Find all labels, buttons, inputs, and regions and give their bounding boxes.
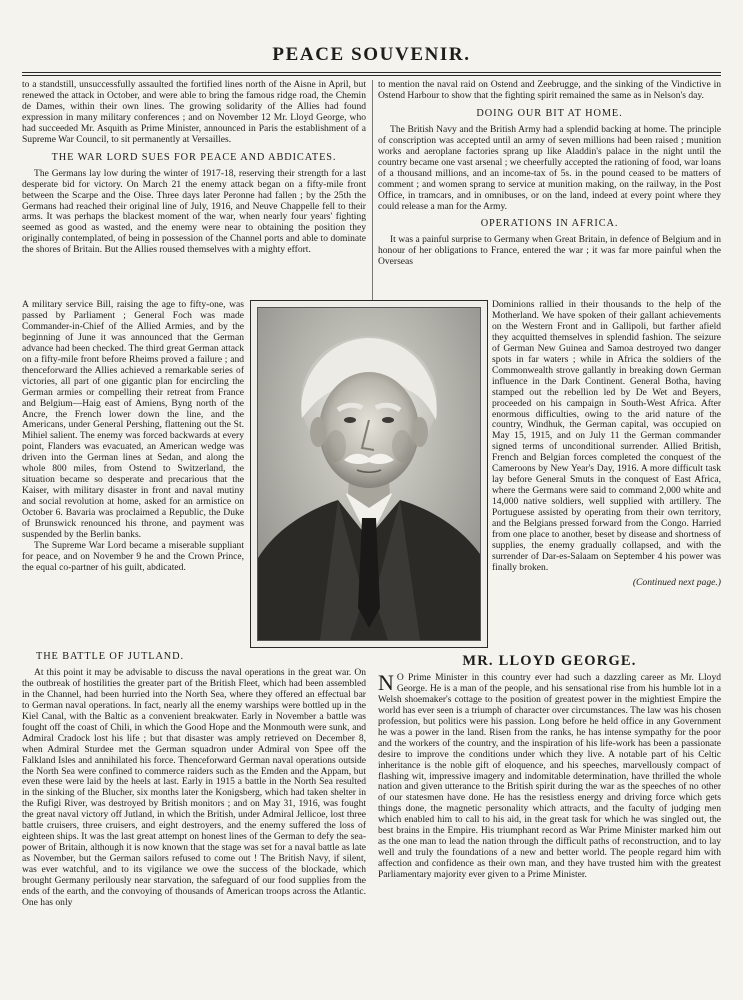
- section-heading: DOING OUR BIT AT HOME.: [476, 107, 623, 119]
- paragraph: At this point it may be advisable to discuss the naval operations in the great war. On the outbreak of hostilities the greater part of the British Fleet, which had been assembled in the Channel, had been hurried into the North Sea, where they offered an effectual bar to German naval operations. In fact, nearly all the enemy warships were bottled up in the Kiel Canal, with the Baltic as a convenient breakwater. Early in November a battle was fought off the coast of Chili, in which the Good Hope and the Monmouth were sunk, and Admiral Cradock lost his life ; but that disaster was amply retrieved on December 8, when Admiral Sturdee met the German squadron under Admiral von Spee off the Falkland Isles and annihilated his force. Thenceforward German naval operations outside the North Sea were confined to commerce raiders such as the Emden and the Appam, but even these were laid by the heels at last. Early in 1915 a battle in the North Sea resulted in the sinking of the Blucher, six months later the Konigsberg, which had taken shelter in the Rufigi River, was destroyed by British monitors ; and on May 31, 1916, was fought the great naval victory off Jutland, in which the British, under Admiral Jellicoe, lost three battle cruisers, three cruisers, and eight destroyers, and the enemy suffered the loss of eighteen ships. It was the last great attempt on honest lines of the German to defy the sea-power of Britain, although it is now known that the stage was set for a naval battle as late as November, but the German sailors refused to come out ! The British Navy, if silent, was ever watchful, and to its vigilance we owe the success of the blockade, which brought Germany perilously near starvation, the safeguard of our food supplies from the ends of the earth, and the convoying of thousands of American troops across the Atlantic. One has only: [22, 666, 366, 908]
- portrait-photograph-icon: [257, 307, 481, 641]
- paragraph: It was a painful surprise to Germany when Great Britain, in defence of Belgium and in honour of her obligations to France, entered the war ; it was far more painful when the Overseas: [378, 234, 721, 268]
- left-column-top: [22, 80, 366, 256]
- section-heading: OPERATIONS IN AFRICA.: [480, 218, 619, 230]
- drop-cap: N: [378, 669, 394, 695]
- paragraph: The Supreme War Lord became a miserable suppliant for peace, and on November 9 he and the Crown Prince, the equal co-partner of his guilt, abdicated.: [22, 539, 244, 573]
- paragraph: to mention the naval raid on Ostend and Zeebrugge, and the sinking of the Vindictive in Ostend Harbour to show that the fighting spirit remained the same as in Nelson's day.: [378, 79, 721, 101]
- section-heading: THE BATTLE OF JUTLAND.: [36, 651, 184, 662]
- lloyd-george-article: [378, 653, 721, 881]
- paragraph: The British Navy and the British Army had a splendid backing at home. The principle of conscription was accepted until an army of seven millions had been raised ; munition works and aeroplane factories sprang up like Aladdin's palace in the night until the country became one vast arsenal ; we cheerfully accepted the rationing of food, war loans of a thousand millions, and an income-tax of 5s. in the pound ceased to be matters of comment ; and women sprang to service at munition making, on the railway, in the Post Office, in tramcars, and in omnibuses, or on the land, indeed at every point where they could release a man for the Army.: [378, 123, 721, 212]
- paragraph: A military service Bill, raising the age to fifty-one, was passed by Parliament ; General Foch was made Commander-in-Chief of the Allied Armies, and by the beginning of June it was announced that the German advance had been checked. The third great German attack on a fifty-mile front before Rheims proved a failure ; and thenceforward the Allies achieved a remarkable series of victories, all part of one gigantic plan for encircling the German armies or compelling their retreat from France and Belgium—Haig east of Amiens, Byng north of the Ancre, the French lower down the line, and the Americans, under General Pershing, flattening out the St. Mihiel salient. The enemy was forced backwards at every point, Flanders was evacuated, an American wedge was driven into the German lines at Sedan, and along the whole 800 miles, from Ostend to Switzerland, the situation became so desperate and precarious that the Kaiser, with military disaster in front and naval mutiny and social revolution at home, asked for an armistice on October 6. Bavaria was proclaimed a Republic, the Duke of Brunswick renounced his throne, and payment was suspended by the Berlin banks.: [22, 299, 244, 541]
- paragraph: [378, 669, 721, 881]
- left-column-bottom: [22, 652, 366, 909]
- paragraph: to a standstill, unsuccessfully assaulted the fortified lines north of the Aisne in April, but renewed the attack in October, and were able to bring the famous ridge road, the Chemin de Dames, within their own lines. The growing solidarity of the Allies had found expression in many military conferences ; and on November 12 Mr. Lloyd George, who had succeeded Mr. Asquith as Prime Minister, announced in Paris the establishment of a Supreme War Council, to sit permanently at Versailles.: [22, 79, 366, 145]
- right-column-top: [378, 80, 721, 268]
- continued-note: (Continued next page.): [632, 576, 721, 588]
- article-title: MR. LLOYD GEORGE.: [462, 653, 637, 669]
- article-body: O Prime Minister in this country ever had such a dazzling career as Mr. Lloyd George. He is a man of the people, and his sensational rise from his humble lot in a Welsh shoemaker's cottage to the position of greatest power in the mightiest Empire the world has ever seen is a triumph of character over circumstances. The law was his chosen profession, but politics were his passion. Long before he held office in any Government he was a power in the land. Risen from the ranks, he has intense sympathy for the poor and the workers of the country, and the inspiration of his life-work has been a passionate desire to improve the conditions under which they live. A notable part of his Celtic inheritance is the noble gift of eloquence, and his speeches, marvellously compact of flashing wit, impressive imagery and indomitable determination, have thrilled the whole nation and given utterance to the British spirit during the war as the speeches of no other of our statesmen have done. He has the resistless energy and driving force which gets things done, the magnetic personality which attracts, and the faculty of judging men which enabled him to call to his aid, in the great task for which he was singled out, the best brains in the Empire. His triumphant record as War Prime Minister marked him out as the one man to lead the nation through the difficult paths of reconstruction, and to lay well and truly the foundations of a new and better world. The people regard him with affection and confidence as their own man, and they have trusted him with the greatest Parliamentary majority ever given to a Prime Minister.: [378, 671, 721, 881]
- left-column-wrap: [22, 300, 244, 574]
- section-heading: THE WAR LORD SUES FOR PEACE AND ABDICATES.: [51, 151, 337, 163]
- paragraph: The Germans lay low during the winter of 1917-18, reserving their strength for a last desperate bid for victory. On March 21 the enemy attack began on a fifty-mile front between the Scarpe and the Oise. Three days later Peronne had fallen ; by the 25th the Germans had reached their original line of July, 1916, and Neuve Chappelle fell to their arms. It was perhaps the blackest moment of the war, when nearly four years' fighting seemed as good as wasted, and the enemy were near to obtaining the position they originally contemplated, of being in possession of the Channel ports and able to dominate the shores of Britain. But the Allies roused themselves with a mighty effort.: [22, 167, 366, 256]
- masthead-rule: [22, 72, 721, 73]
- right-column-wrap: [492, 300, 721, 589]
- column-divider: [372, 80, 373, 300]
- masthead-rule-thin: [22, 75, 721, 76]
- masthead: PEACE SOUVENIR.: [272, 44, 471, 65]
- portrait-frame: [250, 300, 488, 648]
- paragraph: Dominions rallied in their thousands to the help of the Motherland. We have spoken of their gallant achievements on the Western Front and in Gallipoli, but farther afield they acquitted themselves in splendid fashion. The seizure of German New Guinea and Samoa destroyed two danger spots in far waters ; while in Africa the soldiers of the Commonwealth strove gallantly in breaking down German influence in the Dark Continent. General Botha, having stamped out the rebellion led by De Wet and Beyers, proceeded on his campaign in South-West Africa. After enormous difficulties, owing to the arid nature of the country, Windhuk, the German capital, was occupied on May 15, 1915, and on July 11 the German commander signed terms of unconditional surrender. Allied British, French and Belgian forces completed the conquest of the Cameroons by New Year's Day, 1916. A more difficult task lay before General Smuts in the conquest of East Africa, where the Germans were said to command 2,000 white and 14,000 native soldiers, well supplied with artillery. The Portuguese assisted by operating from their own territory, and the Belgians pressed forward from the Congo. Harried from one place to another, beset by disease and shortness of supplies, the enemy gradually collapsed, and with the surrender of Dar-es-Salaam on September 4 his power was finally broken.: [492, 299, 721, 573]
